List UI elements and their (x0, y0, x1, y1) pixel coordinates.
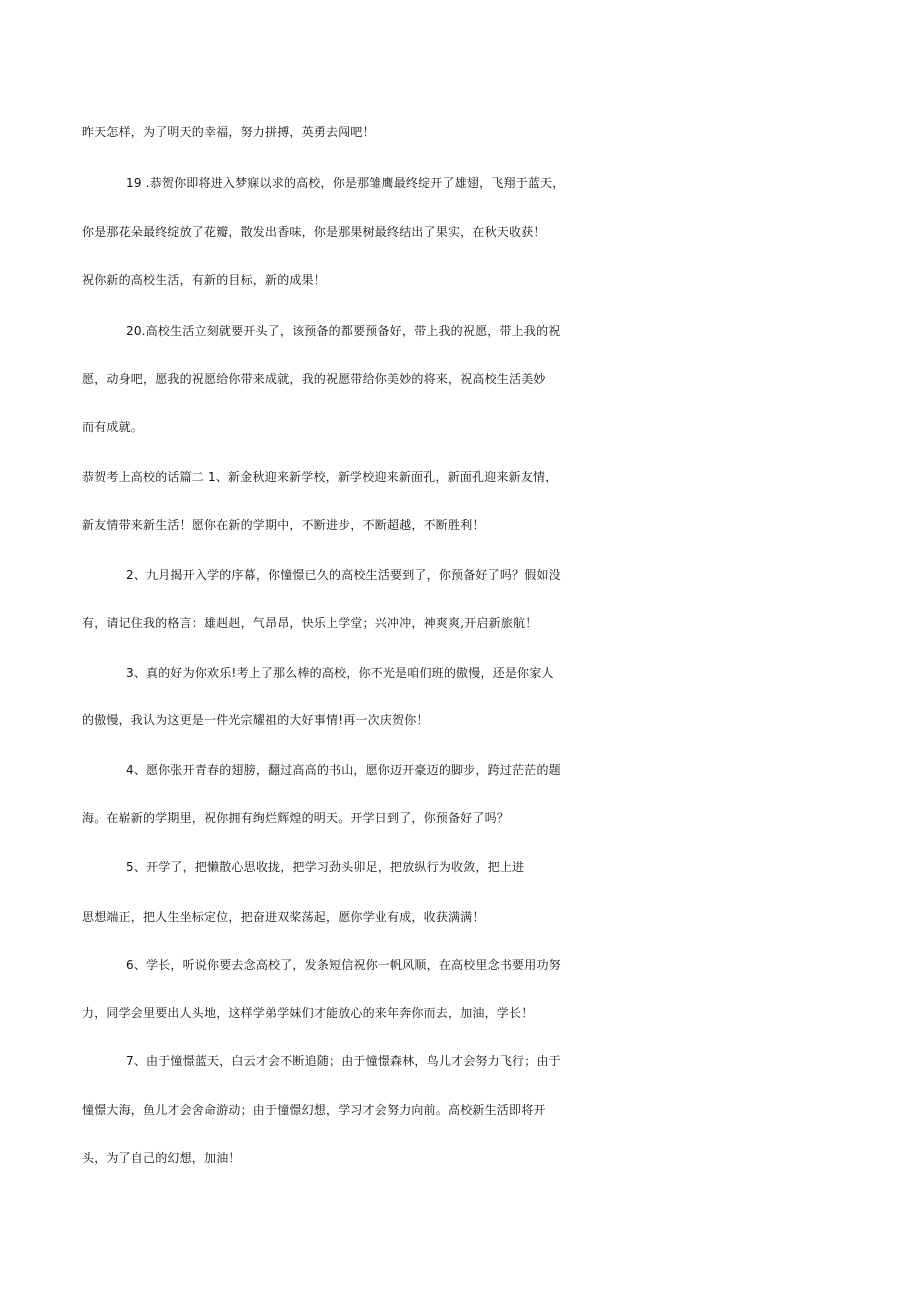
text-line: 力，同学会里要出人头地，这样学弟学妹们才能放心的来年奔你而去，加油，学长！ (82, 1006, 534, 1020)
text-line: 你是那花朵最终绽放了花瓣，散发出香味，你是那果树最终结出了果实，在秋天收获！ (82, 225, 546, 239)
text-line: 2、九月揭开入学的序幕，你憧憬已久的高校生活要到了，你预备好了吗？假如没 (126, 568, 561, 582)
text-line: 6、学长，听说你要去念高校了，发条短信祝你一帆风顺，在高校里念书要用功努 (126, 958, 561, 972)
text-line: 的傲慢，我认为这更是一件光宗耀祖的大好事情!再一次庆贺你！ (82, 713, 429, 727)
text-line: 3、真的好为你欢乐!考上了那么棒的高校，你不光是咱们班的傲慢，还是你家人 (126, 666, 554, 680)
text-line: 头，为了自己的幻想，加油！ (82, 1151, 241, 1165)
text-line: 愿，动身吧，愿我的祝愿给你带来成就，我的祝愿带给你美妙的将来，祝高校生活美妙 (82, 372, 546, 386)
text-line: 恭贺考上高校的话篇二 1、新金秋迎来新学校，新学校迎来新面孔，新面孔迎来新友情， (82, 470, 558, 484)
text-line: 有，请记住我的格言：雄赳赳，气昂昂，快乐上学堂；兴冲冲，神爽爽,开启新旅航！ (82, 616, 538, 630)
text-line: 海。在崭新的学期里，祝你拥有绚烂辉煌的明天。开学日到了，你预备好了吗？ (82, 811, 510, 825)
text-line: 憧憬大海，鱼儿才会舍命游动；由于憧憬幻想，学习才会努力向前。高校新生活即将开 (82, 1103, 546, 1117)
text-line: 昨天怎样，为了明天的幸福，努力拼搏，英勇去闯吧！ (82, 125, 375, 139)
text-line: 思想端正，把人生坐标定位，把奋进双桨荡起，愿你学业有成，收获满满！ (82, 910, 485, 924)
text-line: 祝你新的高校生活，有新的目标，新的成果！ (82, 273, 327, 287)
text-line: 而有成就。 (82, 420, 144, 434)
text-line: 20.高校生活立刻就要开头了，该预备的都要预备好，带上我的祝愿，带上我的祝 (126, 324, 561, 338)
text-line: 19 .恭贺你即将进入梦寐以求的高校，你是那雏鹰最终绽开了雄翅，飞翔于蓝天， (126, 176, 565, 190)
text-line: 4、愿你张开青春的翅膀，翻过高高的书山，愿你迈开豪迈的脚步，跨过茫茫的题 (126, 763, 561, 777)
text-line: 7、由于憧憬蓝天，白云才会不断追随；由于憧憬森林，鸟儿才会努力飞行；由于 (126, 1054, 561, 1068)
text-line: 新友情带来新生活！愿你在新的学期中，不断进步，不断超越，不断胜利！ (82, 518, 485, 532)
text-line: 5、开学了，把懒散心思收拢，把学习劲头卯足，把放纵行为收敛，把上进 (126, 860, 525, 874)
